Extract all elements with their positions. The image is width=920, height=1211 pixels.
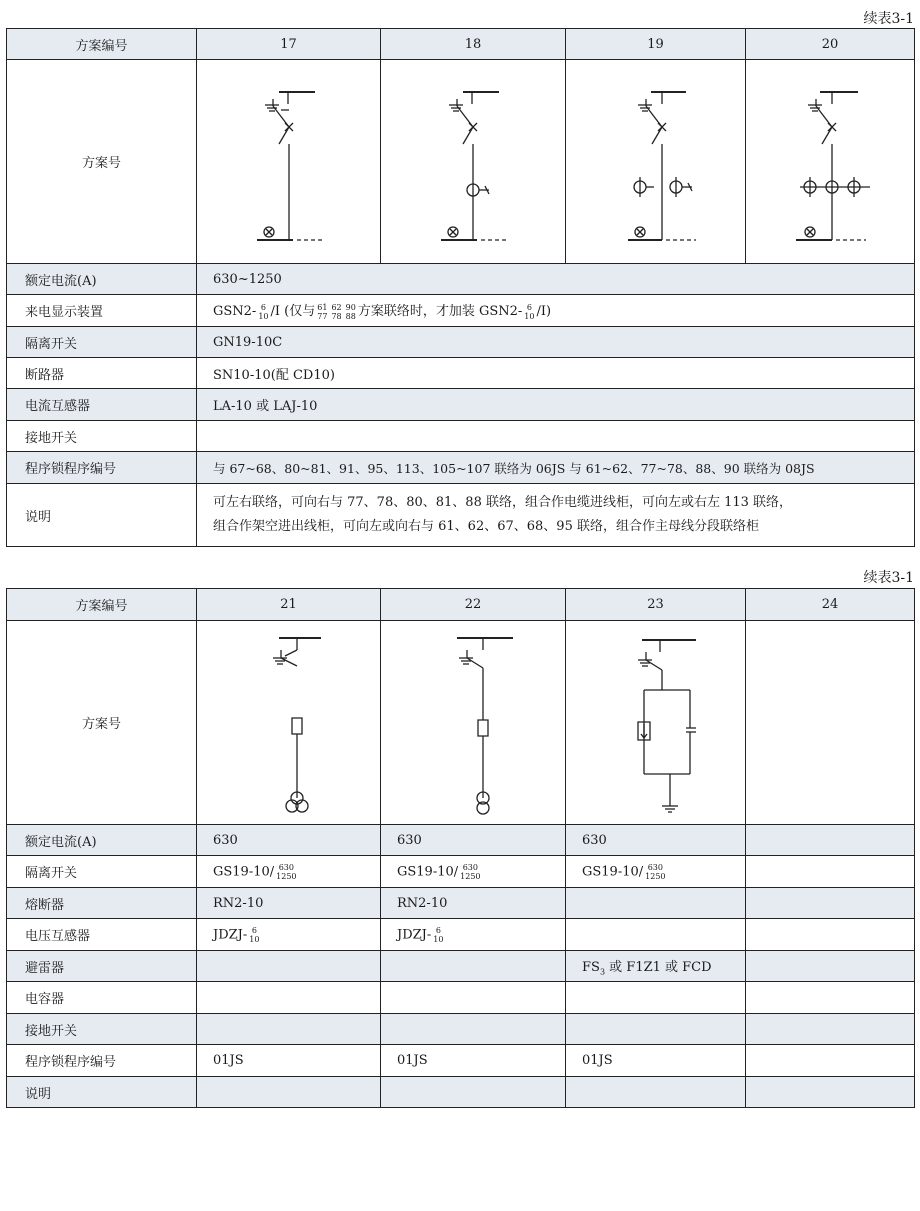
scheme-table-21-24	[6, 588, 915, 1108]
vt-21: JDZJ- 6 10	[197, 919, 381, 951]
note-21	[197, 1077, 381, 1108]
header-label: 方案编号	[7, 589, 197, 621]
interlock-label: 程序锁程序编号	[7, 1045, 197, 1077]
table2-caption: 续表3-1	[863, 570, 914, 586]
ct-value: LA-10 或 LAJ-10	[197, 389, 915, 421]
vt-label: 电压互感器	[7, 919, 197, 951]
vt-23	[566, 919, 746, 951]
circuit-diagram-22	[413, 628, 533, 818]
interlock-24	[746, 1045, 915, 1077]
table1-caption: 续表3-1	[863, 11, 914, 27]
earth-switch-24	[746, 1014, 915, 1045]
interlock-value: 与 67~68、80~81、91、95、113、105~107 联络为 06JS 与 61~62、77~78、88、90 联络为 08JS	[197, 452, 915, 484]
rated-current-24	[746, 825, 915, 856]
diagram-23	[566, 621, 746, 825]
arrester-21	[197, 951, 381, 982]
live-display-label: 来电显示装置	[7, 295, 197, 327]
isolator-label: 隔离开关	[7, 856, 197, 888]
note-line-2: 组合作架空进出线柜，可向左或向右与 61、62、67、68、95 联络，组合作主母线分段联络柜	[213, 519, 759, 534]
vt-24	[746, 919, 915, 951]
scheme-number-19: 19	[566, 29, 746, 60]
earth-switch-label: 接地开关	[7, 421, 197, 452]
rated-current-value: 630~1250	[197, 264, 915, 295]
note-23	[566, 1077, 746, 1108]
circuit-diagram-21	[229, 628, 349, 818]
arrester-label: 避雷器	[7, 951, 197, 982]
isolator-22: GS19-10/ 630 1250	[381, 856, 566, 888]
diagram-20	[746, 60, 915, 264]
arrester-22	[381, 951, 566, 982]
capacitor-24	[746, 982, 915, 1014]
ct-label: 电流互感器	[7, 389, 197, 421]
capacitor-21	[197, 982, 381, 1014]
earth-switch-22	[381, 1014, 566, 1045]
rated-current-label: 额定电流(A)	[7, 264, 197, 295]
note-24	[746, 1077, 915, 1108]
vt-22: JDZJ- 6 10	[381, 919, 566, 951]
earth-switch-label: 接地开关	[7, 1014, 197, 1045]
note-value	[197, 484, 915, 547]
circuit-diagram-23	[596, 628, 716, 818]
capacitor-23	[566, 982, 746, 1014]
note-label: 说明	[7, 484, 197, 547]
circuit-diagram-19	[596, 72, 716, 252]
earth-switch-23	[566, 1014, 746, 1045]
scheme-table-17-20	[6, 28, 915, 547]
fuse-24	[746, 888, 915, 919]
interlock-23: 01JS	[566, 1045, 746, 1077]
rated-current-23: 630	[566, 825, 746, 856]
header-label: 方案编号	[7, 29, 197, 60]
interlock-label: 程序锁程序编号	[7, 452, 197, 484]
live-display-fraction: 6 10	[258, 302, 269, 321]
interlock-21: 01JS	[197, 1045, 381, 1077]
fuse-22: RN2-10	[381, 888, 566, 919]
isolator-label: 隔离开关	[7, 327, 197, 358]
diagram-21	[197, 621, 381, 825]
diagram-17	[197, 60, 381, 264]
diagram-row-label: 方案号	[7, 621, 197, 825]
note-line-1: 可左右联络，可向右与 77、78、80、81、88 联络，组合作电缆进线柜，可向左或右左 113 联络，	[213, 495, 793, 510]
earth-switch-21	[197, 1014, 381, 1045]
arrester-23: $FS_3$ 或 F1Z1 或 FCD	[566, 951, 746, 982]
capacitor-label: 电容器	[7, 982, 197, 1014]
circuit-diagram-20	[770, 72, 890, 252]
note-22	[381, 1077, 566, 1108]
breaker-value: SN10-10(配 CD10)	[197, 358, 915, 389]
scheme-number-17: 17	[197, 29, 381, 60]
scheme-number-22: 22	[381, 589, 566, 621]
capacitor-22	[381, 982, 566, 1014]
diagram-row-label: 方案号	[7, 60, 197, 264]
diagram-22	[381, 621, 566, 825]
interlock-22: 01JS	[381, 1045, 566, 1077]
diagram-19	[566, 60, 746, 264]
fuse-21: RN2-10	[197, 888, 381, 919]
rated-current-22: 630	[381, 825, 566, 856]
rated-current-21: 630	[197, 825, 381, 856]
circuit-diagram-18	[413, 72, 533, 252]
circuit-diagram-17	[229, 72, 349, 252]
arrester-24	[746, 951, 915, 982]
isolator-value: GN19-10C	[197, 327, 915, 358]
isolator-23: GS19-10/ 630 1250	[566, 856, 746, 888]
isolator-24	[746, 856, 915, 888]
live-display-value: GSN2- 6 10 /I (仅与 61 77 62 78 90 88 方案联络时，才加装 GSN2- 6 10 /I)	[197, 295, 915, 327]
rated-current-label: 额定电流(A)	[7, 825, 197, 856]
diagram-24	[746, 621, 915, 825]
scheme-number-23: 23	[566, 589, 746, 621]
diagram-18	[381, 60, 566, 264]
note-label: 说明	[7, 1077, 197, 1108]
breaker-label: 断路器	[7, 358, 197, 389]
scheme-number-24: 24	[746, 589, 915, 621]
fuse-label: 熔断器	[7, 888, 197, 919]
scheme-number-18: 18	[381, 29, 566, 60]
earth-switch-value	[197, 421, 915, 452]
fuse-23	[566, 888, 746, 919]
isolator-21: GS19-10/ 630 1250	[197, 856, 381, 888]
scheme-number-21: 21	[197, 589, 381, 621]
scheme-number-20: 20	[746, 29, 915, 60]
live-display-prefix: GSN2-	[213, 304, 257, 320]
